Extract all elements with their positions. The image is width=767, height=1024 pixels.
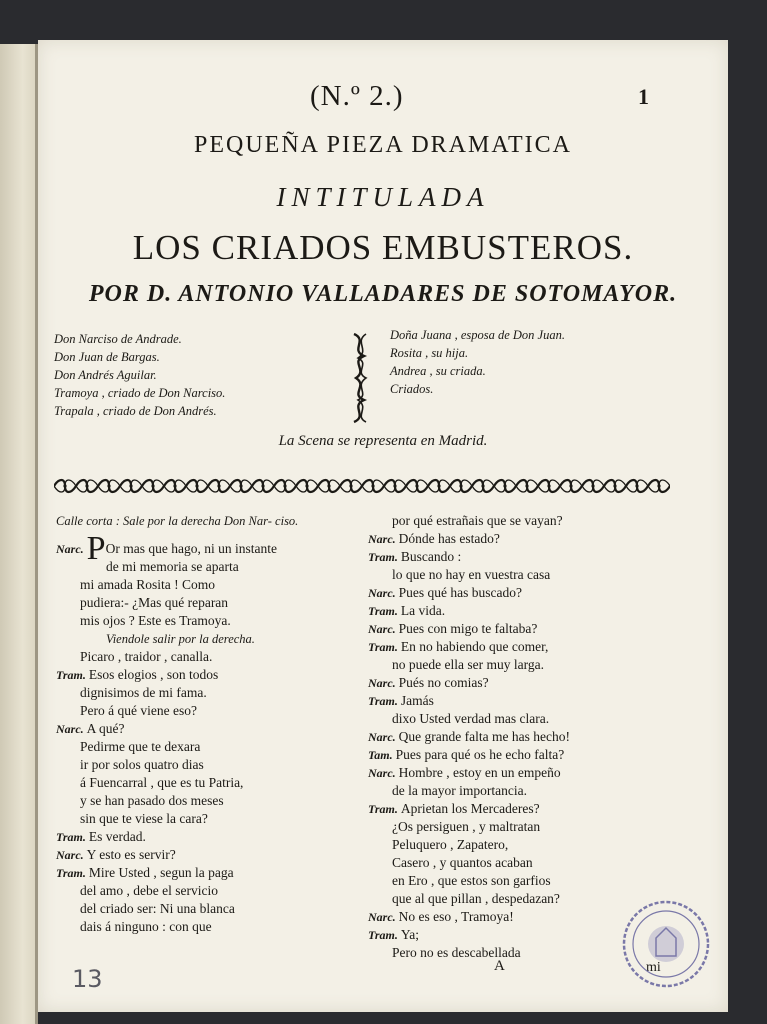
verse-line [56,630,376,648]
verse-line [56,666,376,684]
verse-text: mi amada Rosita ! Como [80,577,215,592]
speaker-label: Narc. [56,848,87,862]
verse-text: de mi memoria se aparta [106,559,239,574]
verse-text: Esos elogios , son todos [88,667,219,682]
verse-text: Mire Usted , segun la paga [88,865,234,880]
verse-line [56,576,376,594]
verse-line [56,684,376,702]
speaker-label: Narc. [368,676,399,690]
cast-item: Rosita , su hija. [390,346,469,360]
text-column-right [368,512,668,962]
verse-text: no puede ella ser muy larga. [392,657,544,672]
title-line-2: INTITULADA [276,182,490,212]
verse-line [368,782,668,800]
verse-line [368,800,668,818]
verse-text: y se han pasado dos meses [80,793,224,808]
cast-item: Tramoya , criado de Don Narciso. [54,386,226,400]
speaker-label: Narc. [56,542,87,556]
speaker-label: Tram. [56,866,89,880]
verse-text: Dónde has estado? [398,531,500,546]
verse-line [56,828,376,846]
number-label: (N.º 2.) [310,80,404,112]
verse-text: del amo , debe el servicio [80,883,218,898]
speaker-label: Tram. [368,640,401,654]
verse-text: Ya; [400,927,420,942]
verse-line [56,720,376,738]
cast-list-left [54,330,225,420]
page-number: 1 [638,84,649,109]
verse-line [368,728,668,746]
verse-text: en Ero , que estos son garfios [392,873,551,888]
verse-text: Viendole salir por la derecha. [106,632,255,646]
verse-line [368,530,668,548]
verse-line [56,882,376,900]
cast-item: Don Juan de Bargas. [54,350,160,364]
signature-mark: A [494,958,505,974]
cast-item: Don Andrés Aguilar. [54,368,157,382]
speaker-label: Narc. [368,910,399,924]
verse-line [56,738,376,756]
verse-text: Aprietan los Mercaderes? [400,801,540,816]
verse-line [56,702,376,720]
verse-line [56,918,376,936]
cast-item: Doña Juana , esposa de Don Juan. [390,328,565,342]
cast-item: Criados. [390,382,434,396]
verse-text: Hombre , estoy en un empeño [398,765,561,780]
verse-text: Pedirme que te dexara [80,739,201,754]
adjacent-page-edge [0,44,38,1024]
verse-line [368,584,668,602]
verse-line [56,864,376,882]
drop-cap: P [86,530,106,567]
verse-line [368,818,668,836]
verse-line [56,774,376,792]
speaker-label: Narc. [368,586,399,600]
speaker-label: Tram. [368,694,401,708]
speaker-label: Narc. [368,730,399,744]
verse-line [368,674,668,692]
verse-text: Peluquero , Zapatero, [392,837,509,852]
speaker-label: Narc. [56,722,87,736]
verse-line [368,620,668,638]
verse-text: Pués no comias? [398,675,489,690]
speaker-label: Narc. [368,622,399,636]
verse-line [368,566,668,584]
verse-line [368,764,668,782]
title-line-1: PEQUEÑA PIEZA DRAMATICA [193,132,572,158]
verse-text: Pues para qué os he echo falta? [395,747,565,762]
cast-brace-ornament [346,330,376,426]
verse-text: Casero , y quantos acaban [392,855,533,870]
verse-text: No es eso , Tramoya! [398,909,514,924]
verse-line [368,638,668,656]
verse-line [56,612,376,630]
verse-line [56,792,376,810]
text-column-left [56,512,376,936]
verse-text: Pues con migo te faltaba? [398,621,538,636]
verse-line [368,746,668,764]
speaker-label: Tram. [368,802,401,816]
verse-text: por qué estrañais que se vayan? [392,513,563,528]
speaker-label: Tram. [368,928,401,942]
verse-text: á Fuencarral , que es tu Patria, [80,775,244,790]
verse-line [368,512,668,530]
library-stamp-seal [620,898,712,990]
verse-lines-right [368,512,668,962]
cast-list-right [390,326,565,398]
verse-line [56,648,376,666]
verse-text: sin que te viese la cara? [80,811,208,826]
author-line: POR D. ANTONIO VALLADARES DE SOTOMAYOR. [88,281,678,307]
cast-item: Don Narciso de Andrade. [54,332,182,346]
verse-text: En no habiendo que comer, [400,639,549,654]
handwritten-folio-note: 13 [72,965,103,993]
verse-text: dignisimos de mi fama. [80,685,207,700]
verse-line [368,692,668,710]
verse-text: Picaro , traidor , canalla. [80,649,213,664]
verse-line [56,900,376,918]
verse-line [56,756,376,774]
speaker-label: Tram. [56,830,89,844]
decorative-rule [54,476,670,496]
verse-text: dixo Usted verdad mas clara. [392,711,550,726]
verse-text: dais á ninguno : con que [80,919,212,934]
verse-line [368,872,668,890]
cast-item: Trapala , criado de Don Andrés. [54,404,217,418]
speaker-label: Narc. [368,766,399,780]
verse-text: que al que pillan , despedazan? [392,891,560,906]
verse-text: Pues qué has buscado? [398,585,523,600]
verse-line [368,710,668,728]
verse-text: pudiera:- ¿Mas qué reparan [80,595,229,610]
verse-text: Es verdad. [88,829,146,844]
verse-line [56,846,376,864]
speaker-label: Narc. [368,532,399,546]
verse-text: Pero á qué viene eso? [80,703,197,718]
speaker-label: Tam. [368,748,396,762]
scene-note: La Scena se representa en Madrid. [278,433,488,449]
verse-text: Buscando : [400,549,462,564]
verse-line [368,548,668,566]
verse-text: Que grande falta me has hecho! [398,729,570,744]
verse-line [368,854,668,872]
verse-line [56,594,376,612]
verse-line [368,836,668,854]
stage-direction: Calle corta : Sale por la derecha Don Nar- ciso. [56,514,299,528]
verse-lines-left [56,530,376,936]
title-main: LOS CRIADOS EMBUSTEROS. [132,228,634,267]
verse-text: mis ojos ? Este es Tramoya. [80,613,231,628]
verse-text: Jamás [400,693,434,708]
verse-text: La vida. [400,603,446,618]
verse-text: lo que no hay en vuestra casa [392,567,551,582]
verse-line [368,656,668,674]
verse-line [368,602,668,620]
verse-text: ¿Os persiguen , y maltratan [392,819,541,834]
speaker-label: Tram. [56,668,89,682]
verse-text: ir por solos quatro dias [80,757,204,772]
verse-text: de la mayor importancia. [392,783,527,798]
speaker-label: Tram. [368,604,401,618]
verse-text: del criado ser: Ni una blanca [80,901,235,916]
cast-item: Andrea , su criada. [390,364,486,378]
speaker-label: Tram. [368,550,401,564]
verse-text: A qué? [86,721,125,736]
verse-line [56,810,376,828]
catchword: mi [646,960,661,975]
verse-text: Pero no es descabellada [392,945,521,960]
verse-text: Or mas que hago, ni un instante [105,541,277,556]
verse-text: Y esto es servir? [86,847,176,862]
document-page [38,40,728,1012]
